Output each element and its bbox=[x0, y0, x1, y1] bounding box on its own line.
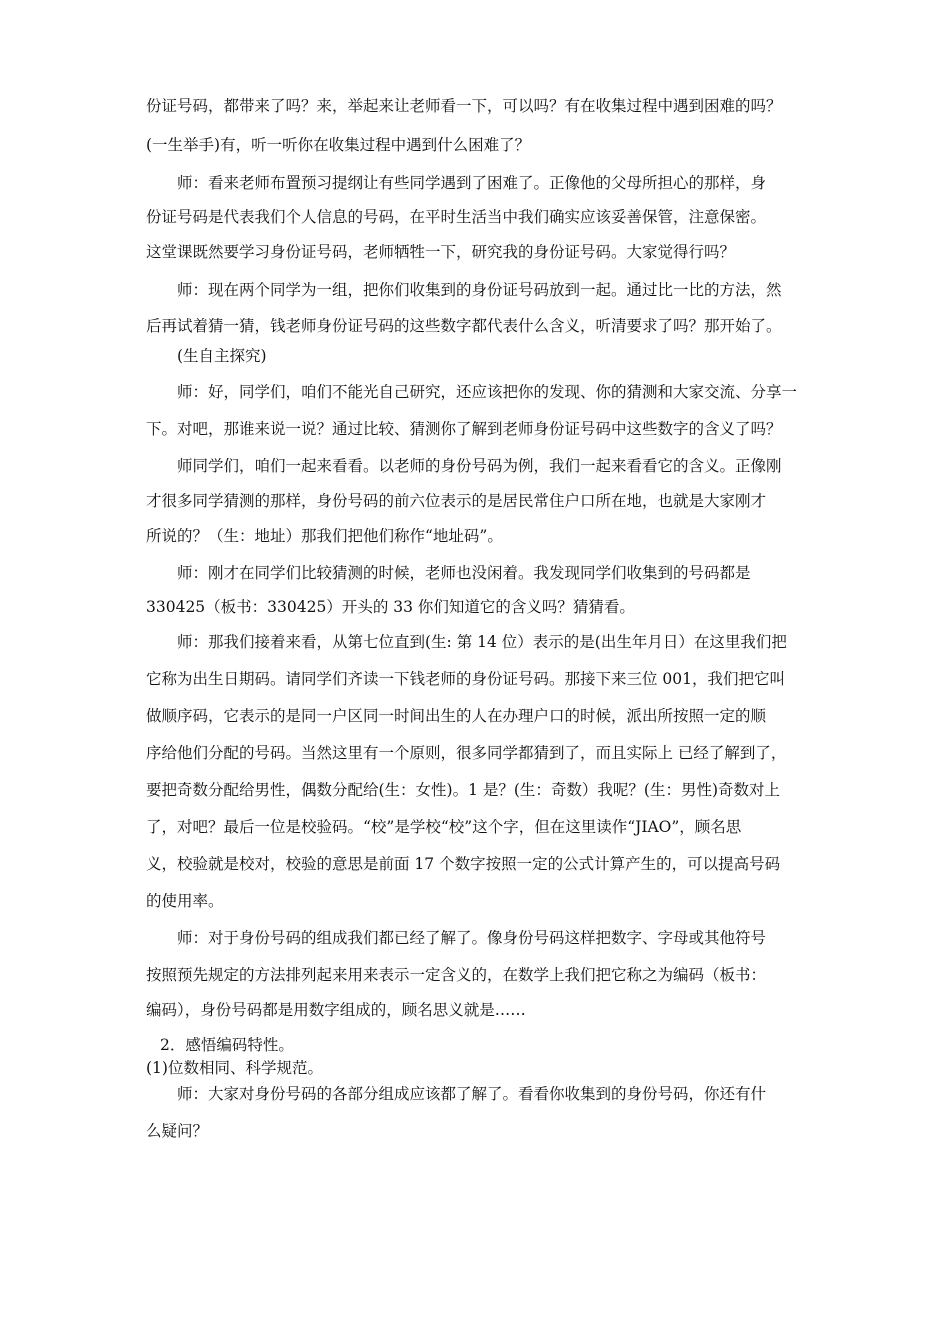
text-line: 师：那我们接着来看，从第七位直到(生: 第 14 位）表示的是(出生年月日）在这里我们把 bbox=[177, 633, 787, 651]
text-line: 330425（板书：330425）开头的 33 你们知道它的含义吗？猜猜看。 bbox=[146, 598, 635, 616]
text-line: 才很多同学猜测的那样，身份号码的前六位表示的是居民常住户口所在地，也就是大家刚才 bbox=[146, 492, 767, 510]
text-line: 后再试着猜一猜，钱老师身份证号码的这些数字都代表什么含义，听清要求了吗？那开始了。 bbox=[146, 317, 782, 335]
text-line: 它称为出生日期码。请同学们齐读一下钱老师的身份证号码。那接下来三位 001，我们把它叫 bbox=[146, 670, 786, 688]
text-line: 下。对吧，那谁来说一说？通过比较、猜测你了解到老师身份证号码中这些数字的含义了吗？ bbox=[146, 420, 782, 438]
text-line: 师：刚才在同学们比较猜测的时候，老师也没闲着。我发现同学们收集到的号码都是 bbox=[177, 564, 751, 582]
text-line: 按照预先规定的方法排列起来用来表示一定含义的，在数学上我们把它称之为编码（板书： bbox=[146, 966, 767, 984]
text-line: 了，对吧？最后一位是校验码。“校”是学校“校”这个字，但在这里读作“JIAO”，顾名思 bbox=[146, 818, 742, 836]
text-line: 师：看来老师布置预习提纲让有些同学遇到了困难了。正像他的父母所担心的那样，身 bbox=[177, 174, 767, 192]
text-line: 这堂课既然要学习身份证号码，老师牺牲一下，研究我的身份证号码。大家觉得行吗？ bbox=[146, 243, 736, 261]
text-line: 编码），身份号码都是用数字组成的，顾名思义就是…… bbox=[146, 1001, 526, 1019]
text-line: 要把奇数分配给男性，偶数分配给(生：女性)。1 是？(生：奇数）我呢？(生：男性)奇数对上 bbox=[146, 781, 781, 799]
text-line: 师：现在两个同学为一组，把你们收集到的身份证号码放到一起。通过比一比的方法，然 bbox=[177, 281, 782, 299]
text-line: 师：大家对身份号码的各部分组成应该都了解了。看看你收集到的身份号码，你还有什 bbox=[177, 1085, 767, 1103]
subsection-heading: (1)位数相同、科学规范。 bbox=[146, 1059, 323, 1077]
text-line: 师同学们，咱们一起来看看。以老师的身份号码为例，我们一起来看看它的含义。正像刚 bbox=[177, 457, 782, 475]
text-line: (一生举手)有，听一听你在收集过程中遇到什么困难了？ bbox=[146, 136, 531, 154]
text-line: 师：好，同学们，咱们不能光自己研究，还应该把你的发现、你的猜测和大家交流、分享一 bbox=[177, 383, 798, 401]
section-heading: 2．感悟编码特性。 bbox=[160, 1036, 294, 1054]
text-line: 份证号码，都带来了吗？来，举起来让老师看一下，可以吗？有在收集过程中遇到困难的吗？ bbox=[146, 97, 782, 115]
text-line: 序给他们分配的号码。当然这里有一个原则，很多同学都猜到了，而且实际上 已经了解到了， bbox=[146, 744, 787, 762]
text-line: 师：对于身份号码的组成我们都已经了解了。像身份号码这样把数字、字母或其他符号 bbox=[177, 929, 767, 947]
text-line: 义，校验就是校对，校验的意思是前面 17 个数字按照一定的公式计算产生的，可以提高号码 bbox=[146, 855, 781, 873]
text-line: 做顺序码，它表示的是同一户区同一时间出生的人在办理户口的时候，派出所按照一定的顺 bbox=[146, 707, 767, 725]
text-line: 份证号码是代表我们个人信息的号码，在平时生活当中我们确实应该妥善保管，注意保密。 bbox=[146, 208, 767, 226]
text-line: 的使用率。 bbox=[146, 892, 224, 910]
text-line: 么疑问？ bbox=[146, 1122, 209, 1140]
text-line: 所说的？（生：地址）那我们把他们称作“地址码”。 bbox=[146, 527, 503, 545]
text-line: (生自主探究) bbox=[177, 347, 267, 365]
